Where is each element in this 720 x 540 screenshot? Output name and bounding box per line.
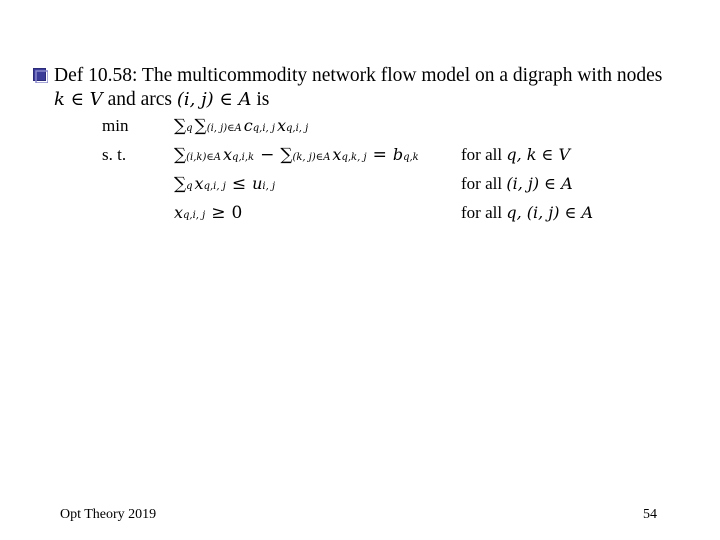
sum-ij-symbol: ∑ bbox=[194, 116, 207, 136]
checkbox-bullet-icon bbox=[33, 68, 48, 83]
equals-sign: = bbox=[372, 145, 387, 165]
constraint-1-domain bbox=[461, 145, 570, 171]
heading-line-1: Def 10.58: The multicommodity network flow model on a digraph with nodes bbox=[54, 65, 663, 86]
constraint-2-domain bbox=[461, 174, 573, 200]
inflow-x: x bbox=[223, 145, 233, 164]
flow-x: x bbox=[277, 116, 287, 135]
st-label: s. t. bbox=[102, 145, 127, 164]
nonneg-x: x bbox=[174, 203, 184, 222]
minus-sign: − bbox=[260, 145, 275, 165]
capacity-u: u bbox=[252, 174, 263, 193]
geq-sign: ≥ bbox=[211, 203, 226, 223]
forall-set-3: q, (i, j) ∈ A bbox=[506, 203, 594, 222]
sum-out-symbol: ∑ bbox=[280, 145, 293, 165]
leq-sign: ≤ bbox=[231, 174, 247, 194]
sum-in-symbol: ∑ bbox=[174, 145, 187, 165]
heading-and-arcs: and arcs bbox=[102, 89, 177, 110]
forall-set-2: (i, j) ∈ A bbox=[506, 174, 573, 193]
heading-line-2 bbox=[54, 88, 704, 112]
constraint-row-nonnegativity: x q,i, j ≥ 0 bbox=[174, 203, 243, 223]
definition-heading bbox=[54, 64, 704, 112]
footer-page-number: 54 bbox=[643, 507, 657, 522]
forall-text-2: for all bbox=[461, 174, 503, 193]
footer-course-title: Opt Theory 2019 bbox=[60, 507, 157, 522]
heading-arc-set: (i, j) ∈ A bbox=[176, 89, 252, 110]
forall-text-1: for all bbox=[461, 145, 503, 164]
forall-text-3: for all bbox=[461, 203, 503, 222]
outflow-x: x bbox=[332, 145, 342, 164]
cost-c: c bbox=[243, 116, 253, 135]
zero-value: 0 bbox=[231, 203, 243, 223]
forall-set-1: q, k ∈ V bbox=[506, 145, 571, 164]
min-label: min bbox=[102, 116, 129, 135]
cap-flow-x: x bbox=[194, 174, 204, 193]
sum-cap-symbol: ∑ bbox=[174, 174, 187, 194]
constraint-row-flow-conservation: s. t. ∑ (i,k)∈A x q,i,k − ∑ (k, j)∈A x q,k, j = b q,k bbox=[102, 145, 419, 165]
constraint-row-capacity: ∑ q x q,i, j ≤ u i, j bbox=[174, 174, 276, 194]
objective-row: min ∑ q ∑ (i, j)∈A c q,i, j x q,i, j bbox=[102, 116, 309, 136]
heading-node-set: k ∈ V bbox=[54, 89, 103, 110]
supply-b: b bbox=[392, 145, 404, 164]
sum-q-symbol: ∑ bbox=[174, 116, 187, 136]
heading-is: is bbox=[251, 89, 270, 110]
constraint-3-domain bbox=[461, 203, 593, 229]
